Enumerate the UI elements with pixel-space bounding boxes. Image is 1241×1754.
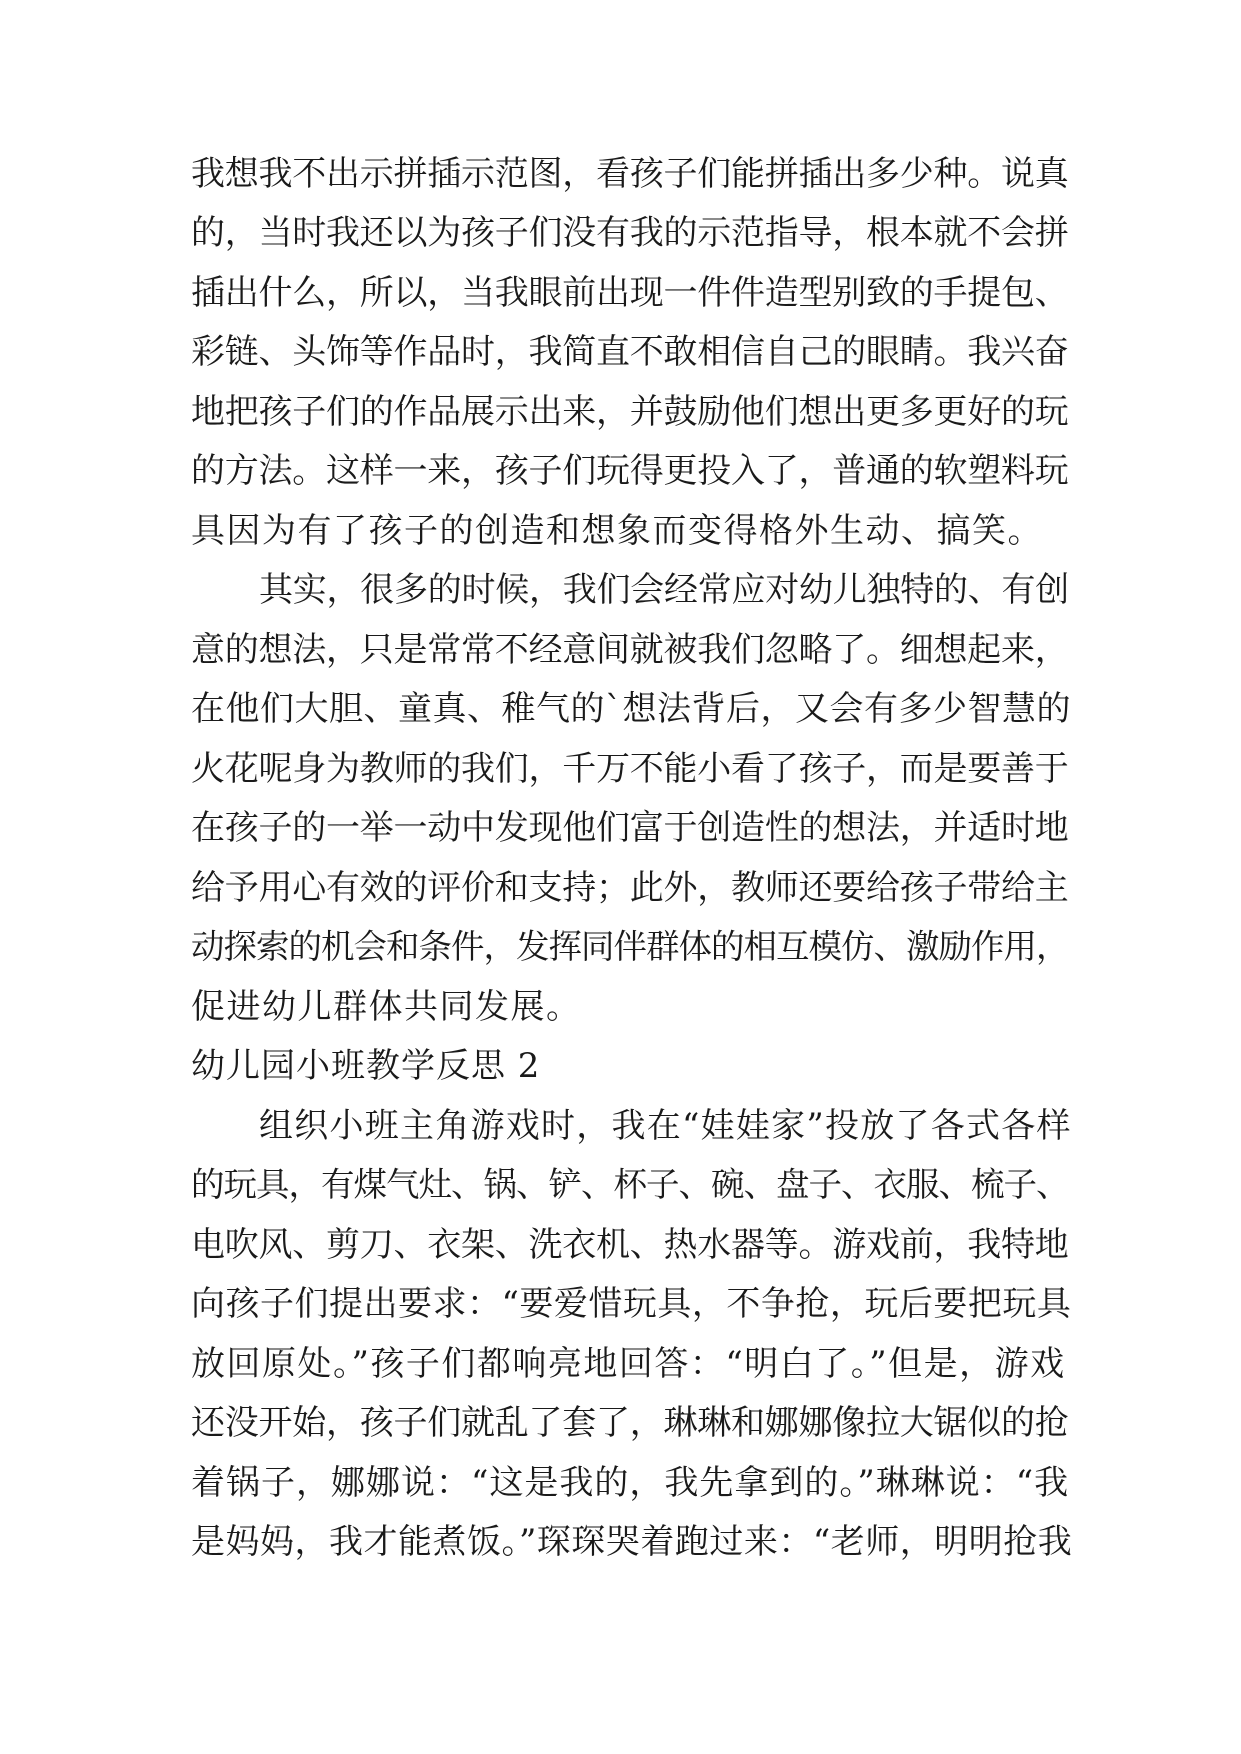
text-line: 意的想法，只是常常不经意间就被我们忽略了。细想起来， bbox=[191, 630, 1069, 670]
paragraph-first-line: 其实，很多的时候，我们会经常应对幼儿独特的、有创 bbox=[259, 570, 1069, 610]
text-line: 放回原处。”孩子们都响亮地回答：“明白了。”但是，游戏 bbox=[191, 1344, 1066, 1384]
text-line: 给予用心有效的评价和支持；此外，教师还要给孩子带给主 bbox=[191, 868, 1069, 908]
text-line: 促进幼儿群体共同发展。 bbox=[191, 987, 582, 1027]
paragraph-first-line: 组织小班主角游戏时，我在“娃娃家”投放了各式各样 bbox=[259, 1106, 1072, 1146]
text-line: 着锅子，娜娜说：“这是我的，我先拿到的。”琳琳说：“我 bbox=[191, 1463, 1070, 1503]
text-line: 插出什么，所以，当我眼前出现一件件造型别致的手提包、 bbox=[191, 273, 1069, 313]
text-line: 向孩子们提出要求：“要爱惜玩具，不争抢，玩后要把玩具 bbox=[191, 1284, 1072, 1324]
text-line: 我想我不出示拼插示范图，看孩子们能拼插出多少种。说真 bbox=[191, 154, 1069, 194]
text-line: 还没开始，孩子们就乱了套了，琳琳和娜娜像拉大锯似的抢 bbox=[191, 1403, 1069, 1443]
text-line: 的，当时我还以为孩子们没有我的示范指导，根本就不会拼 bbox=[191, 213, 1069, 253]
text-line: 具因为有了孩子的创造和想象而变得格外生动、搞笑。 bbox=[191, 511, 1043, 551]
text-line: 是妈妈，我才能煮饭。”琛琛哭着跑过来：“老师，明明抢我 bbox=[191, 1522, 1073, 1562]
text-line: 在孩子的一举一动中发现他们富于创造性的想法，并适时地 bbox=[191, 808, 1069, 848]
text-line: 电吹风、剪刀、衣架、洗衣机、热水器等。游戏前，我特地 bbox=[191, 1225, 1069, 1265]
text-line: 动探索的机会和条件，发挥同伴群体的相互模仿、激励作用， bbox=[191, 927, 1069, 966]
section-heading: 幼儿园小班教学反思 2 bbox=[191, 1046, 541, 1086]
text-line: 彩链、头饰等作品时，我简直不敢相信自己的眼睛。我兴奋 bbox=[191, 332, 1069, 372]
text-line: 的玩具，有煤气灶、锅、铲、杯子、碗、盘子、衣服、梳子、 bbox=[191, 1165, 1069, 1204]
text-line: 火花呢身为教师的我们，千万不能小看了孩子，而是要善于 bbox=[191, 749, 1069, 789]
text-line: 地把孩子们的作品展示出来，并鼓励他们想出更多更好的玩 bbox=[191, 392, 1069, 432]
text-line: 的方法。这样一来，孩子们玩得更投入了，普通的软塑料玩 bbox=[191, 451, 1069, 491]
text-line: 在他们大胆、童真、稚气的`想法背后，又会有多少智慧的 bbox=[191, 689, 1071, 729]
